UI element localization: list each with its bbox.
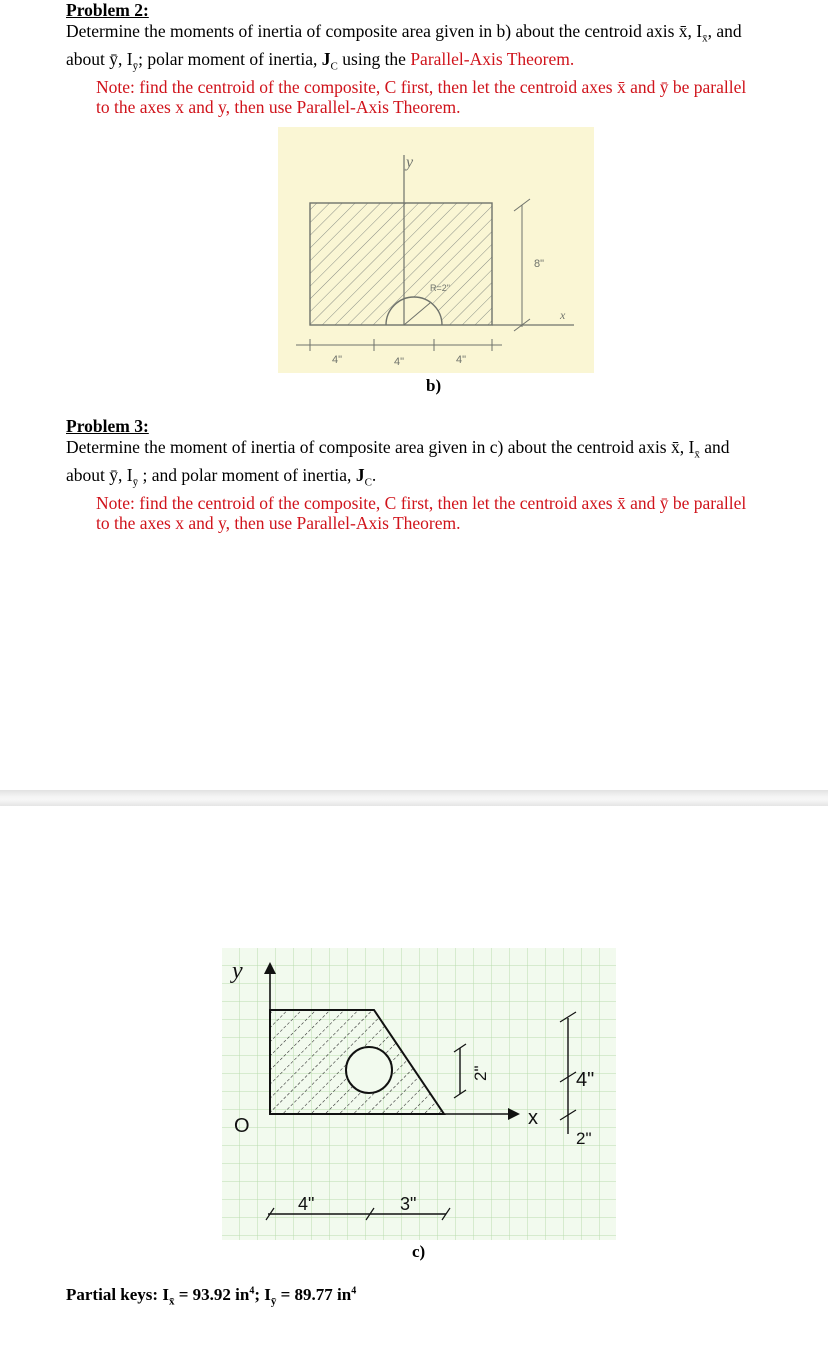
fig-b-radius-label: R=2" [430,283,450,293]
problem-3-text [66,416,806,534]
problem-2-note-1: Note: find the centroid of the composite, C first, then let the centroid axes x̄ and ȳ be parallel [96,76,747,97]
fig-b-dim-height: 8" [534,258,545,270]
fig-b-y-label: y [406,154,414,171]
fig-c-dim-circle: 2" [471,1065,490,1081]
partial-keys: Partial keys: $I_{x̄} = 93.92$ $in^4$; $I_ȳ = 89.77$ $in^4$ [66,1285,357,1308]
fig-b-x-label: x [560,308,566,322]
problem-3-note-1: Note: find the centroid of the composite, C first, then let the centroid axes x̄ and ȳ be parallel [96,492,747,513]
fig-b-dim-right: 4" [456,354,467,366]
fig-c-dim-right-bottom: 2" [576,1129,592,1148]
page-separator [0,790,828,806]
problem-3-heading: Problem 3: [66,416,149,436]
fig-c-x-label: x [528,1107,538,1129]
fig-c-origin-label: O [234,1115,250,1137]
fig-c-dim-bottom-left: 4" [298,1194,315,1214]
figure-c [222,948,616,1240]
figure-c-caption: c) [412,1242,426,1261]
problem-2-line-1: Determine the moments of inertia of composite area given in b) about the centroid axis x̄, $I_{x̄}$, and [66,20,742,44]
problem-2-text [66,0,806,118]
fig-b-dim-left: 4" [332,354,343,366]
problem-3-line-2: about ȳ, $I_ȳ$ ; and polar moment of inertia, $J_C$. [66,464,377,488]
problem-2-heading: Problem 2: [66,0,149,20]
problem-3-note-2: to the axes x and y, then use Parallel-Axis Theorem. [96,513,461,533]
fig-c-dim-bottom-right: 3" [400,1194,417,1214]
fig-c-y-label: y [232,958,243,984]
theorem-link-text: Parallel-Axis Theorem. [410,48,575,69]
figure-b-caption: b) [426,376,442,395]
problem-2-line-2: about ȳ, $I_ȳ$; polar moment of inertia, $J_C$ using the Parallel-Axis Theorem. [66,48,575,72]
problem-2-note-2: to the axes x and y, then use Parallel-Axis Theorem. [96,97,461,117]
problem-3-line-1: Determine the moment of inertia of composite area given in c) about the centroid axis x̄, $I_{x̄}$ and [66,436,730,460]
figure-b [278,127,594,373]
fig-c-dim-right-top: 4" [576,1069,595,1091]
fig-b-dim-mid: 4" [394,356,405,368]
